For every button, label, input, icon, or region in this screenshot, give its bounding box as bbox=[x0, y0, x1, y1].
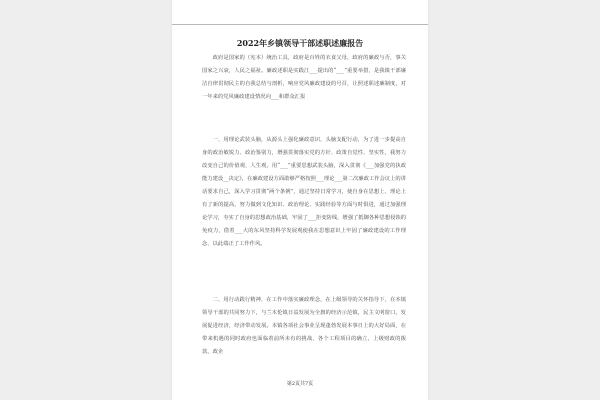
section-2-paragraph bbox=[202, 294, 406, 359]
page-title: 2022年乡镇领导干部述职述廉报告 bbox=[236, 38, 364, 48]
section-2-text: 二、用行动践行精神，在工作中落实廉政理念，在上级领导的关怀指导下，在本镇领导干部的共同努力下，与兰木伦镇日益发展为全旗的经济示范镇，民主文明窗口，发展促进经济，经济带动发展。本镇各项社会事业呈现蓬勃发展本事日上的大好局面，在带来机遇的同时政府也面临着前所未有的挑战，各个工程项目的确立，上级财政的拨款，政企 bbox=[202, 297, 406, 355]
intro-text: 政府是国家的（宪本）统治工具，政府是百姓的衣食父母，政府的廉政与否，事关国家之兴衰，人民之福祉。廉政述职是实践江___提出的“___”重要举措，是我镇干部廉洁自律贯彻民主的自我总结与剖析，响应党风廉政建设的号召，让照述职述廉制度，对一年来的党风廉政建设情况向___和群众汇报 bbox=[202, 55, 406, 100]
page-number: 第2页共7页 bbox=[286, 381, 314, 387]
document-page bbox=[172, 0, 428, 400]
section-1-text: 一、用理论武装头脑，从源头上强化廉政意识，头脑支配行动，为了进一步提高自身的政治敏锐力、政治鉴别力，增强贯彻落实党的方针、政策自觉性、坚实性，我努力改变自己的价值观、人生观，用“___”重要思想武装头脑，深入贯彻《___加强党的执政能力建设__决定》，在廉政建设方面敢够严格按照___理论___第二次廉政工作会议上的讲话要求自己，深入学习贯彻“两个条例”，通过坚持日常学习，使自身在思想上、理论上有了新的提高，努力做到文化知识、政治理论、实践经验等方面与时俱进，通过加强理论学习，夯实了自身的思想政治基础，牢固了___拒变防线，增强了抵御各种思想侵蚀的免疫力，借着___大的东风坚持科学发展观使我在思想意识上牢固了廉政建设的工作理念，以此端正了工作作风。 bbox=[202, 137, 406, 247]
section-1-paragraph bbox=[202, 134, 406, 251]
intro-paragraph bbox=[202, 52, 406, 104]
header-rule bbox=[172, 24, 428, 25]
